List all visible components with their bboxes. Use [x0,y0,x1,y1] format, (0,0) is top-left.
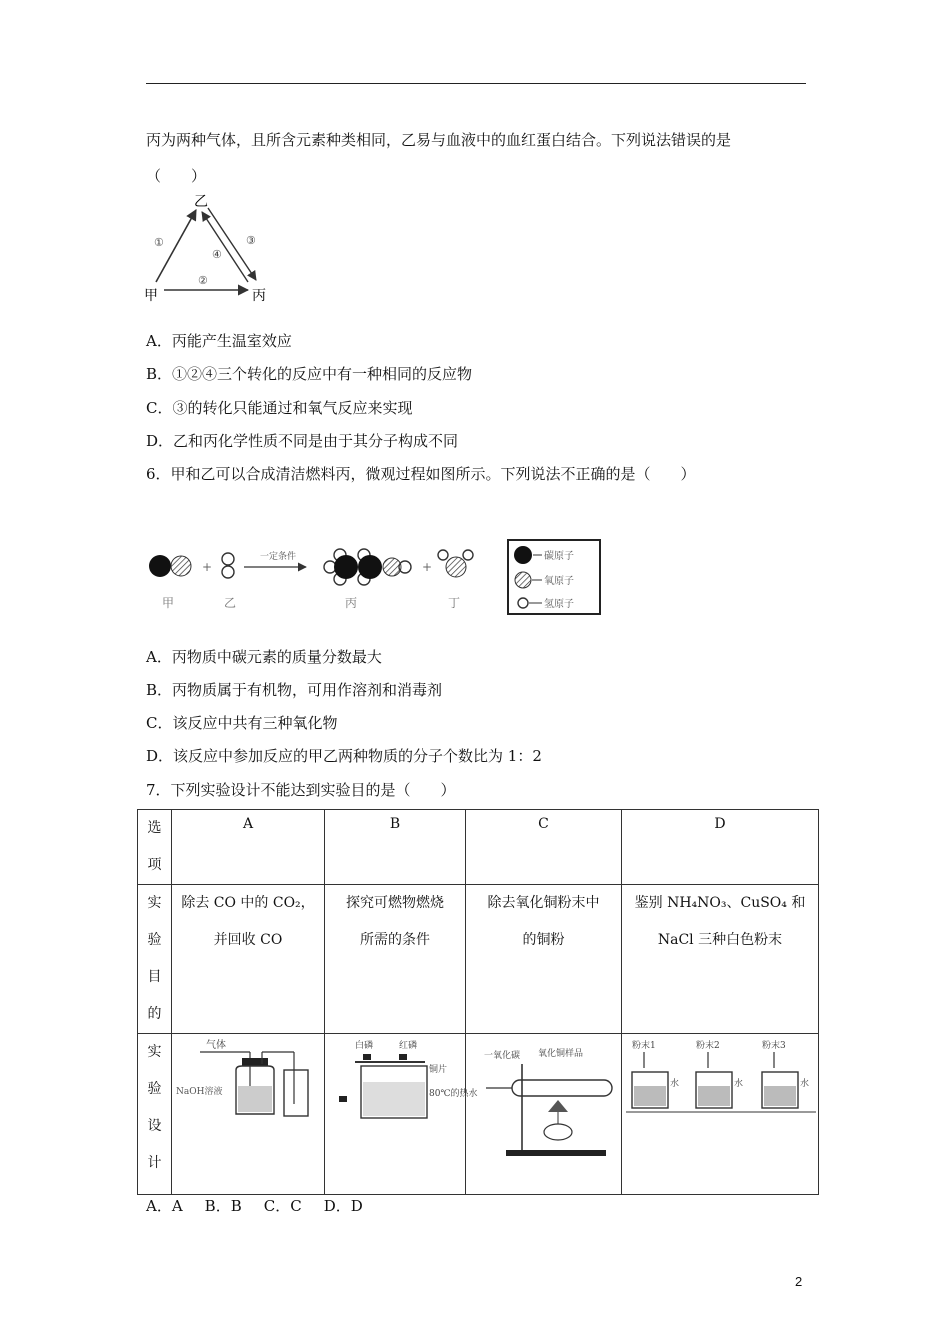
q7-answer-d: D．D [323,1197,363,1215]
q6-molecule-diagram [140,535,610,617]
col-header-a: A [172,810,325,885]
jia-oxygen-atom [171,556,191,576]
q5-option-c: C．③的转化只能通过和氧气反应来实现 [146,399,413,417]
yi-hydrogen-atom [222,566,234,578]
svg-text:NaOH溶液: NaOH溶液 [176,1087,223,1097]
row-header-design: 实验设计 [138,1034,172,1195]
label-jia: 甲 [162,596,175,610]
arrow-label-3: ③ [246,234,256,247]
header-rule [146,83,806,84]
q5-paren: （ ） [146,167,207,185]
bing-carbon-atom [334,555,358,579]
row-header-option: 选项 [138,810,172,885]
arrow-label-4: ④ [212,248,222,261]
svg-text:粉末2: 粉末2 [696,1041,720,1051]
purpose-b: 探究可燃物燃烧 所需的条件 [325,885,466,1034]
node-jia: 甲 [144,288,158,304]
svg-text:气体: 气体 [206,1040,226,1051]
label-bing: 丙 [345,596,358,610]
yi-hydrogen-atom [222,553,234,565]
experiment-table [137,809,819,1195]
design-c [466,1034,622,1195]
node-yi: 乙 [194,194,208,210]
svg-text:80℃的热水: 80℃的热水 [429,1089,478,1099]
node-bing: 丙 [252,288,266,304]
col-header-b: B [325,810,466,885]
svg-text:水: 水 [734,1079,744,1089]
q5-stem: 丙为两种气体，且所含元素种类相同，乙易与血液中的血红蛋白结合。下列说法错误的是 [146,131,732,149]
q7-stem: 7．下列实验设计不能达到实验目的是（ ） [146,781,456,799]
q5-option-b: B．①②④三个转化的反应中有一种相同的反应物 [146,365,473,383]
arrow-label-2: ② [198,274,208,287]
svg-text:氧化铜样品: 氧化铜样品 [538,1049,584,1059]
legend-oxygen: 氧原子 [544,576,574,587]
legend-carbon: 碳原子 [544,551,574,562]
row-header-purpose: 实验目的 [138,885,172,1034]
label-yi: 乙 [224,596,237,610]
reaction-condition: 一定条件 [260,552,297,562]
plus-sign: + [202,560,213,574]
q5-option-d: D．乙和丙化学性质不同是由于其分子构成不同 [146,432,459,450]
purpose-c: 除去氧化铜粉末中 的铜粉 [466,885,622,1034]
q7-answers [146,1195,363,1216]
design-a [172,1034,325,1195]
legend-hydrogen: 氢原子 [544,599,574,610]
design-b [325,1034,478,1195]
q6-option-b: B．丙物质属于有机物，可用作溶剂和消毒剂 [146,681,443,699]
q6-option-d: D．该反应中参加反应的甲乙两种物质的分子个数比为 1：2 [146,747,542,765]
powder-beakers [622,1034,818,1124]
arrow-label-1: ① [154,236,164,249]
q7-answer-b: B．B [204,1197,242,1215]
svg-text:水: 水 [670,1079,680,1089]
combustion-apparatus [325,1034,478,1124]
q6-option-a: A．丙物质中碳元素的质量分数最大 [146,648,382,666]
svg-text:白磷: 白磷 [355,1041,374,1051]
q5-option-a: A．丙能产生温室效应 [146,332,292,350]
co-reduction-apparatus [466,1034,621,1162]
gas-washing-apparatus [172,1034,324,1124]
q6-option-c: C．该反应中共有三种氧化物 [146,714,338,732]
page-number: 2 [795,1274,803,1289]
col-header-c: C [466,810,622,885]
svg-text:粉末3: 粉末3 [762,1041,786,1051]
svg-text:粉末1: 粉末1 [632,1041,656,1051]
purpose-d: 鉴别 NH₄NO₃、CuSO₄ 和 NaCl 三种白色粉末 [622,885,819,1034]
ding-oxygen-atom [446,557,466,577]
label-ding: 丁 [448,596,461,610]
purpose-a: 除去 CO 中的 CO₂， 并回收 CO [172,885,325,1034]
q5-cycle-diagram [140,192,280,304]
svg-text:+: + [422,560,433,574]
bing-oxygen-atom [383,558,401,576]
q6-stem: 6．甲和乙可以合成清洁燃料丙，微观过程如图所示。下列说法不正确的是（ ） [146,465,696,483]
svg-text:一氧化碳: 一氧化碳 [484,1051,521,1061]
q7-answer-c: C．C [263,1197,302,1215]
svg-text:红磷: 红磷 [399,1041,418,1051]
svg-text:铜片: 铜片 [429,1065,448,1075]
svg-text:水: 水 [800,1079,810,1089]
bing-carbon-atom [358,555,382,579]
design-d [622,1034,819,1195]
col-header-d: D [622,810,819,885]
jia-carbon-atom [149,555,171,577]
q7-answer-a: A．A [146,1197,183,1215]
